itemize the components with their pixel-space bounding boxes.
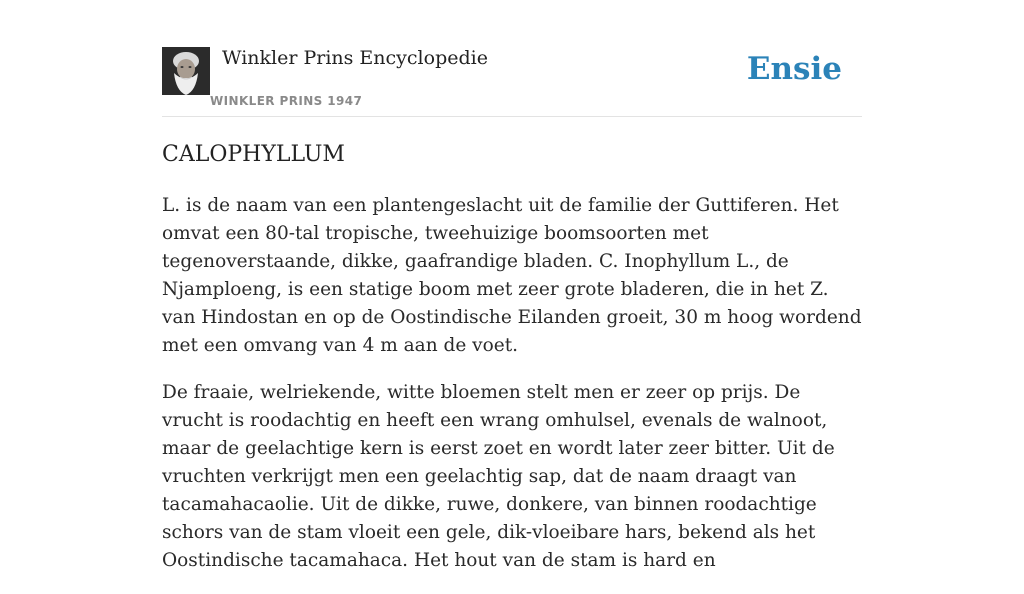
- section-label[interactable]: WINKLER PRINS 1947: [210, 94, 363, 108]
- article-title: CALOPHYLLUM: [162, 142, 345, 167]
- avatar[interactable]: [162, 47, 210, 95]
- article-paragraph-1: L. is de naam van een plantengeslacht uit de familie der Guttiferen. Het omvat een 80-tal tropische, tweehuizige boomsoorten met tegenoverstaande, dikke, gaafrandige bladen. C. Inophyllum L., de Njamploeng, is een statige boom met zeer grote bladeren, die in het Z. van Hindostan en op de Oostindische Eilanden groeit, 30 m hoog wordend met een omvang van 4 m aan de voet.: [162, 195, 862, 356]
- article-body: [162, 192, 862, 594]
- ensie-logo[interactable]: Ensie: [746, 51, 842, 87]
- site-name-link[interactable]: Winkler Prins Encyclopedie: [222, 47, 488, 69]
- bearded-man-portrait-icon: [162, 47, 210, 95]
- article-paragraph-2: De fraaie, welriekende, witte bloemen stelt men er zeer op prijs. De vrucht is roodachtig en heeft een wrang omhulsel, evenals de walnoot, maar de geelachtige kern is eerst zoet en wordt later zeer bitter. Uit de vruchten verkrijgt men een geelachtig sap, dat de naam draagt van tacamahacaolie. Uit de dikke, ruwe, donkere, van binnen roodachtige schors van de stam vloeit een gele, dik-vloeibare hars, bekend als het Oostindische tacamahaca. Het hout van de stam is hard en: [162, 382, 835, 571]
- header: [162, 0, 862, 117]
- page-container: [162, 0, 862, 571]
